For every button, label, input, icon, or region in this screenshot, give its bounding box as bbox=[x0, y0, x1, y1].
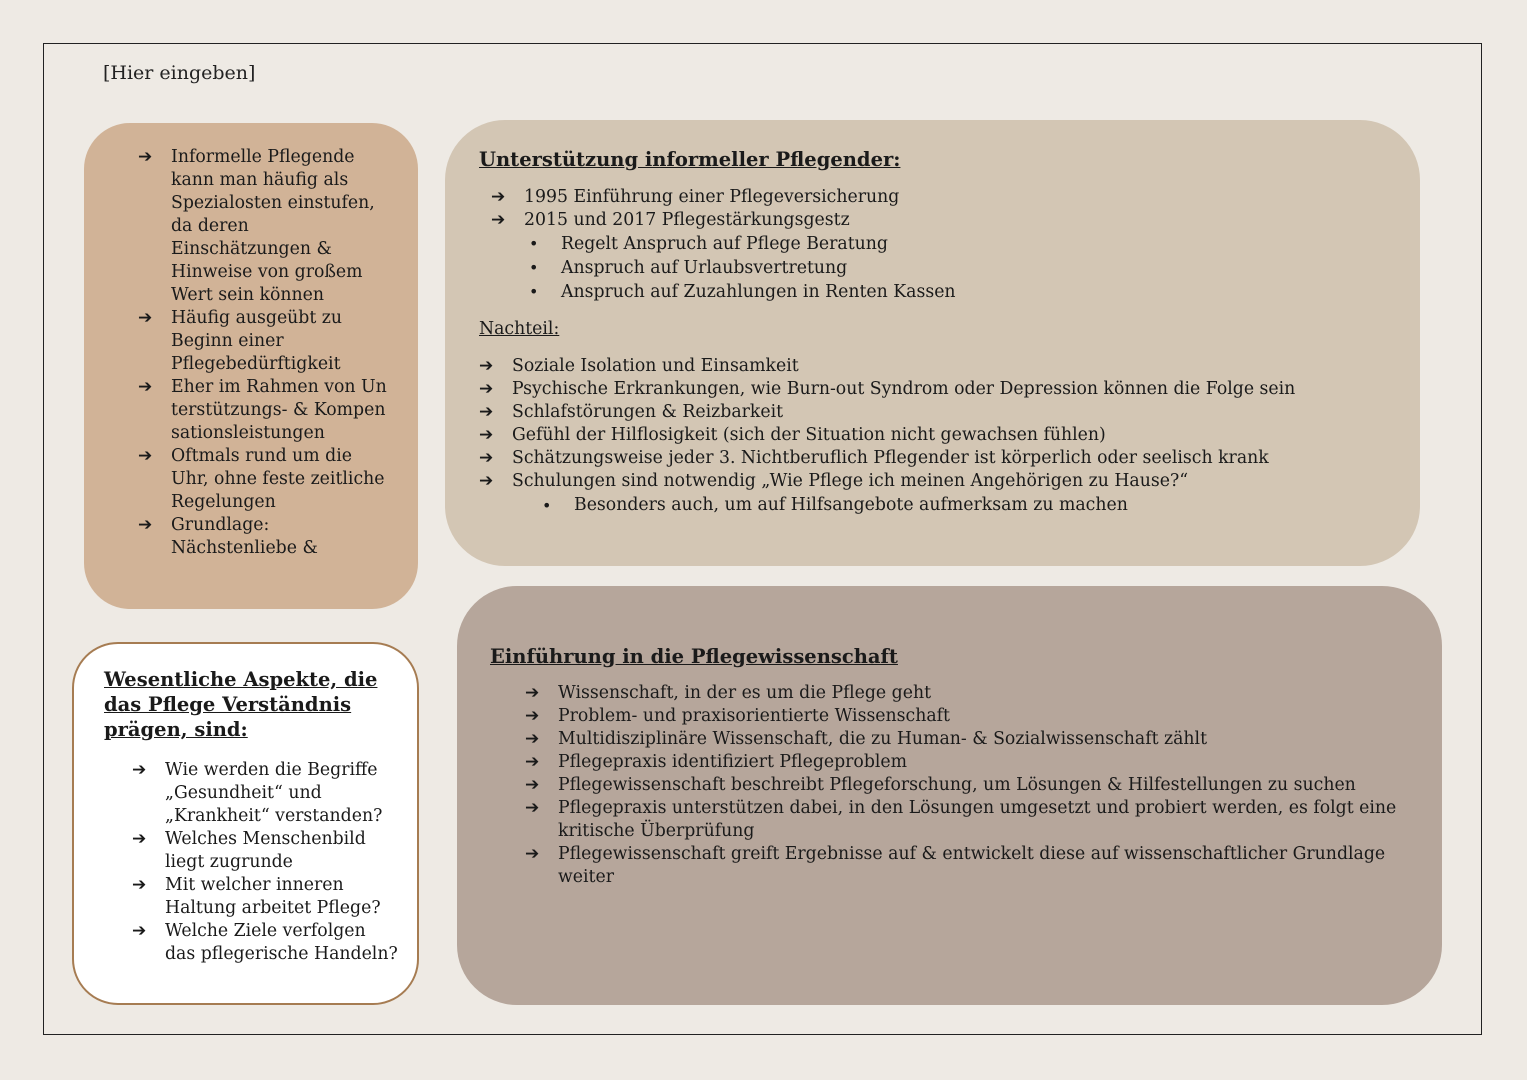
list-item: ➔ Welches Menschenbild liegt zugrunde bbox=[132, 829, 366, 872]
arrow-icon: ➔ bbox=[525, 683, 540, 703]
list-item: • Anspruch auf Zuzahlungen in Renten Kassen bbox=[529, 282, 956, 302]
support-list bbox=[479, 186, 1390, 232]
arrow-icon: ➔ bbox=[132, 921, 147, 941]
nursing-understanding-title: Wesentliche Aspekte, die das Pflege Verständnis prägen, sind: bbox=[104, 668, 378, 741]
list-item: ➔ Oftmals rund um die Uhr, ohne feste zeitliche Regelungen bbox=[138, 446, 385, 512]
bullet-icon: • bbox=[529, 258, 539, 277]
list-item: ➔ Häufig ausgeübt zu Beginn einer Pflegebedürftigkeit bbox=[138, 308, 343, 374]
informal-caregivers-list bbox=[138, 146, 390, 560]
list-item: ➔ Mit welcher inneren Haltung arbeitet Pflege? bbox=[132, 875, 381, 918]
disadvantage-list bbox=[479, 355, 1390, 493]
support-sublist bbox=[479, 232, 1390, 304]
support-box bbox=[445, 120, 1420, 566]
arrow-icon: ➔ bbox=[479, 356, 494, 376]
arrow-icon: ➔ bbox=[479, 425, 494, 445]
arrow-icon: ➔ bbox=[138, 515, 153, 535]
list-item: ➔ Pflegepraxis unterstützen dabei, in den Lösungen umgesetzt und probiert werden, es folgt eine kritische Überprüfung bbox=[525, 798, 1397, 841]
arrow-icon: ➔ bbox=[491, 187, 506, 207]
arrow-icon: ➔ bbox=[479, 379, 494, 399]
nursing-understanding-list bbox=[104, 759, 401, 966]
arrow-icon: ➔ bbox=[525, 729, 540, 749]
support-title: Unterstützung informeller Pflegender: bbox=[479, 148, 901, 171]
arrow-icon: ➔ bbox=[525, 706, 540, 726]
header-placeholder[interactable]: [Hier eingeben] bbox=[103, 62, 256, 84]
arrow-icon: ➔ bbox=[479, 471, 494, 491]
list-item: ➔ Wissenschaft, in der es um die Pflege geht bbox=[525, 683, 932, 703]
list-item: ➔ Problem- und praxisorientierte Wissenschaft bbox=[525, 706, 950, 726]
arrow-icon: ➔ bbox=[138, 446, 153, 466]
list-item: ➔ Schlafstörungen & Reizbarkeit bbox=[479, 402, 784, 422]
arrow-icon: ➔ bbox=[491, 210, 506, 230]
informal-caregivers-box bbox=[84, 123, 418, 609]
arrow-icon: ➔ bbox=[132, 875, 147, 895]
nursing-science-list bbox=[490, 682, 1412, 889]
list-item: ➔ Pflegewissenschaft beschreibt Pflegeforschung, um Lösungen & Hilfestellungen zu suchen bbox=[525, 775, 1356, 795]
list-item: ➔ Wie werden die Begriffe „Gesundheit“ und „Krankheit“ verstanden? bbox=[132, 760, 383, 826]
nursing-science-box bbox=[457, 586, 1442, 1005]
nursing-science-title: Einführung in die Pflegewissenschaft bbox=[490, 645, 898, 668]
list-item: ➔ Multidisziplinäre Wissenschaft, die zu Human- & Sozialwissenschaft zählt bbox=[525, 729, 1208, 749]
nursing-understanding-box bbox=[72, 642, 419, 1005]
arrow-icon: ➔ bbox=[138, 308, 153, 328]
list-item: ➔ Welche Ziele verfolgen das pflegerische Handeln? bbox=[132, 921, 398, 964]
list-item: ➔ Soziale Isolation und Einsamkeit bbox=[479, 356, 799, 376]
list-item: ➔ 1995 Einführung einer Pflegeversicherung bbox=[491, 187, 900, 207]
arrow-icon: ➔ bbox=[138, 377, 153, 397]
arrow-icon: ➔ bbox=[138, 147, 153, 167]
arrow-icon: ➔ bbox=[479, 402, 494, 422]
list-item: • Anspruch auf Urlaubsvertretung bbox=[529, 258, 848, 278]
bullet-icon: • bbox=[542, 496, 552, 515]
list-item: ➔ Psychische Erkrankungen, wie Burn-out Syndrom oder Depression können die Folge sein bbox=[479, 379, 1296, 399]
list-item: ➔ Schätzungsweise jeder 3. Nichtberuflich Pflegender ist körperlich oder seelisch krank bbox=[479, 448, 1269, 468]
list-item: ➔ Grundlage: Nächstenliebe & bbox=[138, 515, 318, 558]
arrow-icon: ➔ bbox=[132, 829, 147, 849]
list-item: ➔ Pflegepraxis identifiziert Pflegeproblem bbox=[525, 752, 908, 772]
disadvantage-label: Nachteil: bbox=[479, 319, 560, 339]
list-item: ➔ Pflegewissenschaft greift Ergebnisse auf & entwickelt diese auf wissenschaftlicher Grundlage weiter bbox=[525, 844, 1386, 887]
list-item: ➔ Informelle Pflegende kann man häufig als Spezialosten einstufen, da deren Einschätzungen & Hinweise von großem Wert sein können bbox=[138, 147, 375, 305]
arrow-icon: ➔ bbox=[479, 448, 494, 468]
arrow-icon: ➔ bbox=[525, 775, 540, 795]
list-item: ➔ Schulungen sind notwendig „Wie Pflege ich meinen Angehörigen zu Hause?“ bbox=[479, 471, 1189, 491]
bullet-icon: • bbox=[529, 282, 539, 301]
list-item: ➔ 2015 und 2017 Pflegestärkungsgestz bbox=[491, 210, 850, 230]
disadvantage-sublist bbox=[479, 493, 1390, 518]
list-item: ➔ Gefühl der Hilflosigkeit (sich der Situation nicht gewachsen fühlen) bbox=[479, 425, 1106, 445]
list-item: • Regelt Anspruch auf Pflege Beratung bbox=[529, 234, 888, 254]
arrow-icon: ➔ bbox=[525, 752, 540, 772]
bullet-icon: • bbox=[529, 234, 539, 253]
list-item: • Besonders auch, um auf Hilfsangebote aufmerksam zu machen bbox=[542, 493, 1390, 518]
arrow-icon: ➔ bbox=[132, 760, 147, 780]
arrow-icon: ➔ bbox=[525, 798, 540, 818]
list-item: ➔ Eher im Rahmen von Unterstützungs- & Kompensationsleistungen bbox=[138, 377, 387, 443]
arrow-icon: ➔ bbox=[525, 844, 540, 864]
